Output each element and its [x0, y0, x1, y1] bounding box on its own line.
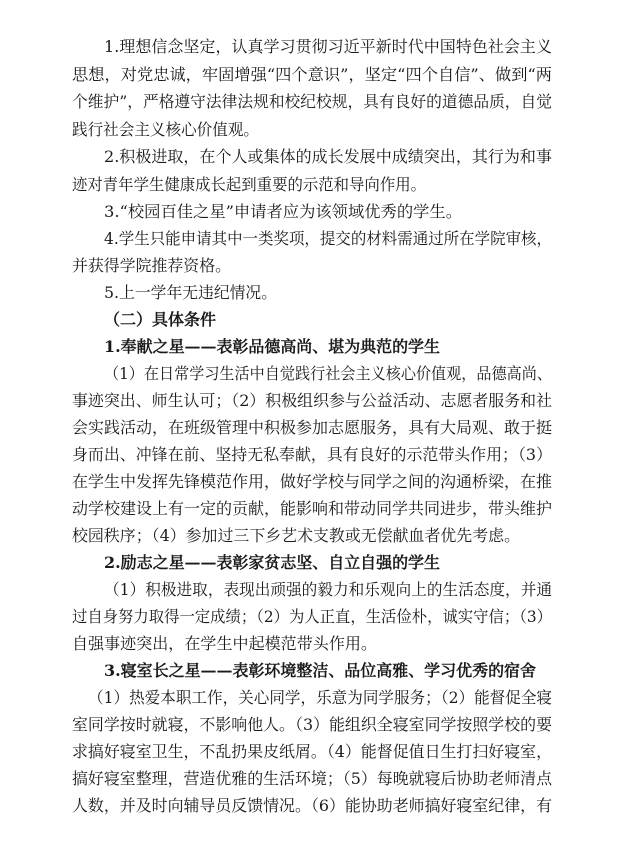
text-line: 自强事迹突出，在学生中起模范带头作用。 — [72, 634, 378, 653]
subsection-heading: 1.奉献之星——表彰品德高尚、堪为典范的学生 — [104, 337, 440, 356]
text-line: （1）在日常学习生活中自觉践行社会主义核心价值观，品德高尚、 — [104, 364, 552, 383]
section-heading: （二）具体条件 — [104, 310, 216, 329]
text-line: 动学校建设上有一定的贡献，能影响和带动同学共同进步，带头维护 — [72, 499, 552, 518]
text-line: 在学生中发挥先锋模范作用，做好学校与同学之间的沟通桥梁，在推 — [72, 472, 552, 491]
text-line: （1）积极进取，表现出顽强的毅力和乐观向上的生活态度，并通 — [104, 580, 552, 599]
subsection-heading: 3.寝室长之星——表彰环境整洁、品位高雅、学习优秀的宿舍 — [104, 661, 536, 680]
text-line: 2.积极进取，在个人或集体的成长发展中成绩突出，其行为和事 — [104, 147, 552, 166]
text-line: 事迹突出、师生认可；（2）积极组织参与公益活动、志愿者服务和社 — [72, 391, 552, 410]
text-line: 搞好寝室整理，营造优雅的生活环境；（5）每晚就寝后协助老师清点 — [72, 769, 552, 788]
text-line: 个维护”，严格遵守法律法规和校纪校规，具有良好的道德品质，自觉 — [72, 92, 552, 111]
underlined-line: 4.学生只能申请其中一类奖项，提交的材料需通过所在学院审核， — [104, 229, 552, 248]
text-line: 会实践活动，在班级管理中积极参加志愿服务，具有大局观、敢于挺 — [72, 418, 552, 437]
text-line: 迹对青年学生健康成长起到重要的示范和导向作用。 — [72, 175, 426, 194]
text-line: 3.“校园百佳之星”申请者应为该领域优秀的学生。 — [104, 202, 462, 221]
underlined-line: 并获得学院推荐资格。 — [72, 256, 231, 275]
text-line: 思想，对党忠诚，牢固增强“四个意识”，坚定“四个自信”、做到“两 — [72, 65, 552, 84]
subsection-heading: 2.励志之星——表彰家贫志坚、自立自强的学生 — [104, 553, 440, 572]
text-line: 过自身努力取得一定成绩；（2）为人正直，生活俭朴，诚实守信；（3） — [72, 607, 552, 626]
text-line: （1）热爱本职工作，关心同学，乐意为同学服务；（2）能督促全寝 — [88, 688, 552, 707]
text-line: 校园秩序；（4）参加过三下乡艺术支教或无偿献血者优先考虑。 — [72, 526, 520, 545]
text-line: 室同学按时就寝，不影响他人。（3）能组织全寝室同学按照学校的要 — [72, 715, 552, 734]
text-line: 人数，并及时向辅导员反馈情况。（6）能协助老师搞好寝室纪律，有 — [72, 796, 552, 815]
text-line: 求搞好寝室卫生，不乱扔果皮纸屑。（4）能督促值日生打扫好寝室， — [72, 742, 552, 761]
text-line: 践行社会主义核心价值观。 — [72, 120, 259, 139]
underlined-line: 5.上一学年无违纪情况。 — [104, 283, 277, 302]
text-line: 身而出、冲锋在前、坚持无私奉献，具有良好的示范带头作用；（3） — [72, 445, 552, 464]
text-line: 1.理想信念坚定，认真学习贯彻习近平新时代中国特色社会主义 — [104, 37, 552, 56]
